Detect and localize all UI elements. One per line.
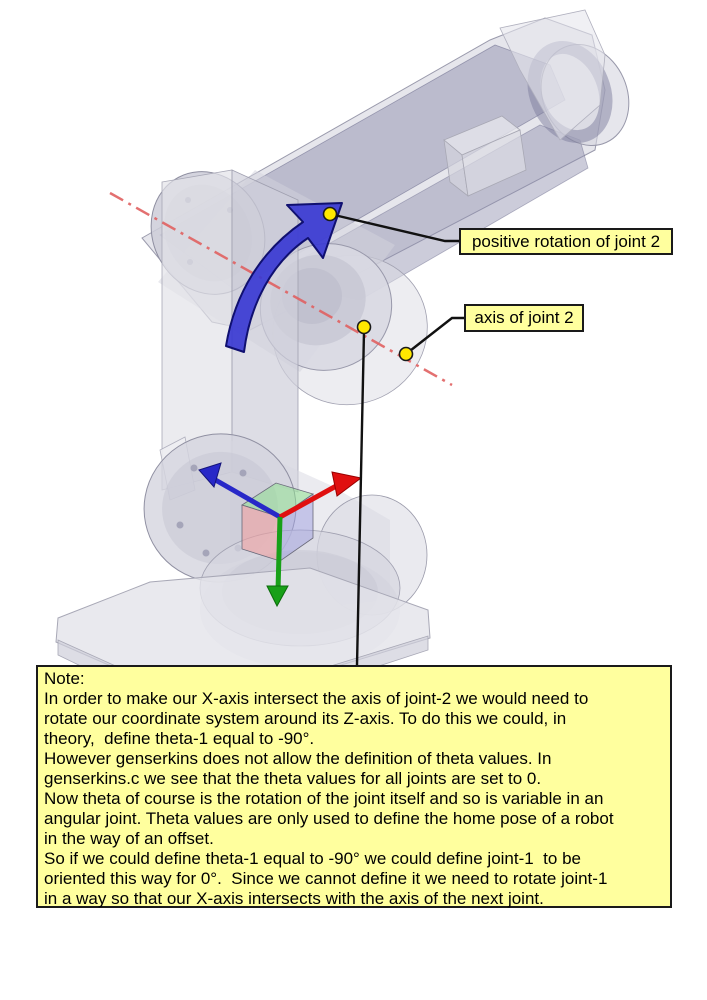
note-line: angular joint. Theta values are only used to define the home pose of a robot (44, 809, 614, 828)
note-line: rotate our coordinate system around its Z-axis. To do this we could, in (44, 709, 567, 728)
note-line: So if we could define theta-1 equal to -90° we could define joint-1 to be (44, 849, 581, 868)
note-line: theory, define theta-1 equal to -90°. (44, 729, 315, 748)
note-line: in the way of an offset. (44, 829, 214, 848)
note-line: However genserkins does not allow the definition of theta values. In (44, 749, 552, 768)
marker-dot-axis-near (358, 321, 371, 334)
red-axis-arrowhead (332, 472, 361, 496)
note-line: genserkins.c we see that the theta values for all joints are set to 0. (44, 769, 542, 788)
note-line: in a way so that our X-axis intersects with the axis of the next joint. (44, 889, 544, 908)
axis-of-joint2-callout-label: axis of joint 2 (464, 304, 584, 332)
positive-rotation-callout-label: positive rotation of joint 2 (459, 228, 673, 255)
note-line: oriented this way for 0°. Since we cannot define it we need to rotate joint-1 (44, 869, 608, 888)
note-line: Note: (44, 669, 85, 688)
marker-dot-rotation (324, 208, 337, 221)
note-box (36, 665, 672, 908)
note-line: In order to make our X-axis intersect the axis of joint-2 we would need to (44, 689, 589, 708)
green-axis-arrow (278, 517, 280, 590)
marker-dot-axis-far (400, 348, 413, 361)
note-line: Now theta of course is the rotation of the joint itself and so is variable in an (44, 789, 604, 808)
